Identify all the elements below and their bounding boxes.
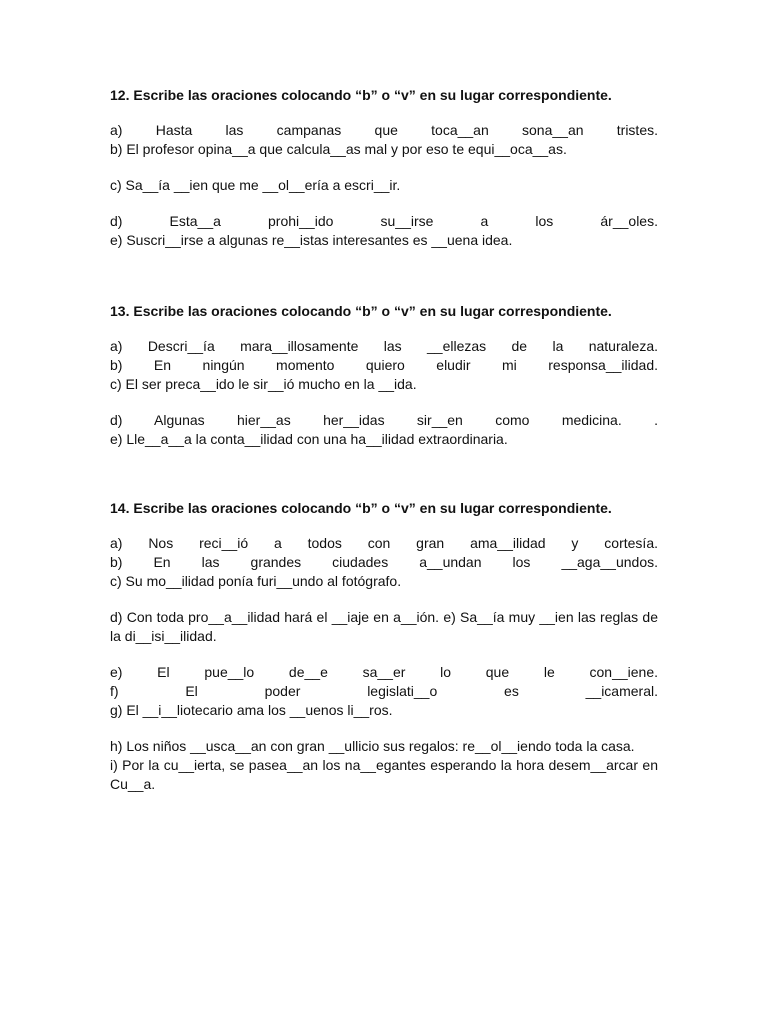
exercise-14-group-1 [110, 534, 658, 591]
exercise-13-group-2 [110, 411, 658, 449]
exercise-12 [110, 86, 658, 250]
sentence-12a: a) Hasta las campanas que toca__an sona__an tristes. [110, 122, 658, 138]
sentence-14c: c) Su mo__ilidad ponía furi__undo al fotógrafo. [110, 573, 402, 589]
sentence-14d: d) Con toda pro__a__ilidad hará el __iaje en a__ión. e) Sa__ía muy __ien las reglas de la di__isi__ilidad. [110, 609, 658, 644]
sentence-14i: i) Por la cu__ierta, se pasea__an los na__egantes esperando la hora desem__arcar en Cu__a. [110, 757, 658, 792]
exercise-13-group-1 [110, 337, 658, 394]
sentence-14b: b) En las grandes ciudades a__undan los __aga__undos. [110, 554, 658, 570]
exercise-12-title: 12. Escribe las oraciones colocando “b” o “v” en su lugar correspondiente. [110, 87, 612, 103]
exercise-12-group-1 [110, 121, 658, 159]
sentence-14a: a) Nos reci__ió a todos con gran ama__ilidad y cortesía. [110, 535, 658, 551]
exercise-14-title: 14. Escribe las oraciones colocando “b” o “v” en su lugar correspondiente. [110, 500, 612, 516]
sentence-14f: f) El poder legislati__o es __icameral. [110, 683, 658, 699]
exercise-14 [110, 499, 658, 794]
exercise-14-group-2 [110, 608, 658, 646]
exercise-12-group-3 [110, 212, 658, 250]
sentence-13b: b) En ningún momento quiero eludir mi responsa__ilidad. [110, 357, 658, 373]
sentence-13d: d) Algunas hier__as her__idas sir__en como medicina. . [110, 412, 658, 428]
exercise-13 [110, 302, 658, 449]
sentence-13c: c) El ser preca__ido le sir__ió mucho en la __ida. [110, 376, 417, 392]
sentence-12e: e) Suscri__irse a algunas re__istas interesantes es __uena idea. [110, 232, 513, 248]
sentence-14e: e) El pue__lo de__e sa__er lo que le con__iene. [110, 664, 658, 680]
sentence-12c: c) Sa__ía __ien que me __ol__ería a escri__ir. [110, 177, 401, 193]
sentence-12b: b) El profesor opina__a que calcula__as mal y por eso te equi__oca__as. [110, 141, 567, 157]
sentence-13e: e) Lle__a__a la conta__ilidad con una ha__ilidad extraordinaria. [110, 431, 508, 447]
exercise-13-title: 13. Escribe las oraciones colocando “b” o “v” en su lugar correspondiente. [110, 303, 612, 319]
sentence-14h: h) Los niños __usca__an con gran __ullicio sus regalos: re__ol__iendo toda la casa. [110, 738, 635, 754]
worksheet-page [110, 86, 658, 846]
sentence-13a: a) Descri__ía mara__illosamente las __ellezas de la naturaleza. [110, 338, 658, 354]
sentence-12d: d) Esta__a prohi__ido su__irse a los ár__oles. [110, 213, 658, 229]
sentence-14g: g) El __i__liotecario ama los __uenos li__ros. [110, 702, 393, 718]
exercise-14-group-4 [110, 737, 658, 794]
exercise-12-group-2 [110, 176, 658, 195]
exercise-14-group-3 [110, 663, 658, 720]
